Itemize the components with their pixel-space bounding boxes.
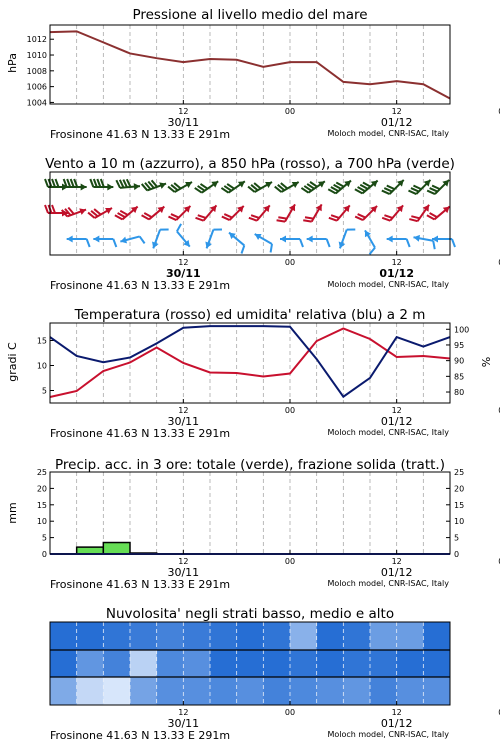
cloud-cell xyxy=(263,677,290,705)
cloud-cells xyxy=(50,622,451,705)
y-tick-label: 90 xyxy=(454,356,465,366)
y-tick-label: 1012 xyxy=(26,35,47,45)
wind-barb-feather xyxy=(452,239,455,247)
credit-label: Moloch model, CNR-ISAC, Italy xyxy=(327,280,449,289)
wind-barb-feather xyxy=(52,205,55,213)
temperature-grid xyxy=(77,323,450,403)
cloud-cell xyxy=(317,622,344,650)
cloud-cell xyxy=(157,650,184,677)
cloud-cell xyxy=(423,650,450,677)
cloud-cell xyxy=(290,677,317,705)
x-tick-label: 12 xyxy=(178,107,189,116)
precip-frame xyxy=(50,472,450,554)
x-date-label: 01/12 xyxy=(379,267,414,280)
wind-barb-feather xyxy=(305,217,313,218)
x-date-label: 30/11 xyxy=(166,267,201,280)
wind-barb-feather xyxy=(358,214,366,218)
cloud-cell xyxy=(183,677,210,705)
location-label: Frosinone 41.63 N 13.33 E 291m xyxy=(50,279,231,292)
wind-barb-head xyxy=(93,236,99,243)
cloud-cell xyxy=(210,622,237,650)
cloud-cell xyxy=(50,622,77,650)
wind-barb-feather xyxy=(196,218,204,221)
humidity-line xyxy=(50,326,450,397)
cloud-cell xyxy=(343,677,370,705)
cloud-cell xyxy=(370,650,397,677)
x-tick-label: 12 xyxy=(391,708,402,717)
cloud-cell xyxy=(237,677,264,705)
wind-barb-feather xyxy=(94,179,97,187)
wind-barb-feather xyxy=(222,217,230,221)
cloud-cell xyxy=(397,677,424,705)
wind-barb-feather xyxy=(177,224,181,231)
y-tick-label: 5 xyxy=(41,533,47,543)
credit-label: Moloch model, CNR-ISAC, Italy xyxy=(327,579,449,588)
pressure-line xyxy=(50,31,450,98)
pressure-frame xyxy=(50,25,450,104)
y-tick-label: 15 xyxy=(36,336,47,346)
wind-barb-feather xyxy=(411,216,419,218)
precip-xaxis xyxy=(50,550,500,591)
temperature-ylabel: gradi C xyxy=(6,342,19,382)
x-date-label: 30/11 xyxy=(167,415,200,428)
wind-title: Vento a 10 m (azzurro), a 850 hPa (rosso), a 700 hPa (verde) xyxy=(45,156,455,172)
x-tick-label: 00 xyxy=(284,406,296,415)
precip-bar xyxy=(103,543,130,554)
cloud-cell xyxy=(290,622,317,650)
cloud-cell xyxy=(397,622,424,650)
location-label: Frosinone 41.63 N 13.33 E 291m xyxy=(50,128,231,141)
cloud-panel xyxy=(50,606,500,742)
wind-barb-head xyxy=(134,183,140,190)
credit-label: Moloch model, CNR-ISAC, Italy xyxy=(327,129,449,138)
cloud-cell xyxy=(157,622,184,650)
wind-barb-feather xyxy=(409,219,417,221)
y-tick-label: 5 xyxy=(454,533,460,543)
humidity-yticks xyxy=(446,325,469,397)
wind-barb-feather xyxy=(411,188,419,192)
x-date-label: 01/12 xyxy=(380,415,413,428)
pressure-grid xyxy=(77,25,450,104)
cloud-cell xyxy=(103,650,130,677)
y-tick-label: 10 xyxy=(36,517,47,527)
x-date-label: 30/11 xyxy=(167,116,200,129)
wind-barb-feather xyxy=(331,215,339,218)
wind-barb-feather xyxy=(56,179,59,187)
wind-barb-feather xyxy=(168,217,176,221)
wind-barb-feather xyxy=(97,179,100,187)
y-tick-label: 80 xyxy=(454,388,465,398)
cloud-title: Nuvolosita' negli strati basso, medio e alto xyxy=(105,606,395,622)
x-tick-label: 00 xyxy=(284,258,296,267)
temperature-panel xyxy=(6,307,500,440)
temperature-title: Temperatura (rosso) ed umidita' relativa (blu) a 2 m xyxy=(74,307,426,323)
x-date-label: 30/11 xyxy=(167,717,200,730)
precip-yticks-right xyxy=(446,468,464,559)
y-tick-label: 25 xyxy=(454,468,465,477)
cloud-cell xyxy=(103,677,130,705)
x-date-label: 01/12 xyxy=(380,566,413,579)
wind-barb-head xyxy=(67,236,73,243)
wind-barb-feather xyxy=(407,239,410,247)
cloud-cell xyxy=(343,622,370,650)
cloud-cell xyxy=(130,677,157,705)
x-tick-label: 12 xyxy=(178,406,189,415)
cloud-cell xyxy=(397,650,424,677)
cloud-xaxis xyxy=(50,701,500,742)
cloud-cell xyxy=(263,622,290,650)
precip-bars xyxy=(77,543,157,554)
precip-grid xyxy=(77,472,450,554)
cloud-cell xyxy=(370,677,397,705)
y-tick-label: 95 xyxy=(454,340,465,350)
x-tick-label: 12 xyxy=(391,406,402,415)
x-tick-label: 12 xyxy=(178,708,189,717)
wind-barb-feather xyxy=(171,214,179,218)
y-tick-label: 1008 xyxy=(26,66,47,76)
x-tick-label: 12 xyxy=(391,258,402,267)
y-tick-label: 20 xyxy=(36,484,47,494)
wind-barb-head xyxy=(81,184,87,191)
cloud-cell xyxy=(77,622,104,650)
wind-barb-feather xyxy=(224,214,232,218)
location-label: Frosinone 41.63 N 13.33 E 291m xyxy=(50,578,231,591)
wind-barb-head xyxy=(280,236,286,243)
y-tick-label: 0 xyxy=(41,550,47,559)
wind-barb-feather xyxy=(329,218,337,221)
y-tick-label: 1010 xyxy=(26,51,47,61)
wind-barb-feather xyxy=(408,191,416,195)
wind-barb-feather xyxy=(87,239,90,247)
temperature-yticks xyxy=(37,337,54,396)
wind-barb-feather xyxy=(278,217,286,218)
y-tick-label: 1006 xyxy=(26,82,47,92)
temperature-xaxis xyxy=(50,399,500,440)
wind-barb-feather xyxy=(249,218,257,221)
wind-barb-feather xyxy=(413,186,421,190)
x-tick-label: 00 xyxy=(284,107,296,116)
x-tick-label: 00 xyxy=(284,557,296,566)
cloud-cell xyxy=(130,622,157,650)
cloud-cell xyxy=(317,650,344,677)
precip-ylabel: mm xyxy=(6,502,19,524)
y-tick-label: 0 xyxy=(454,550,460,559)
cloud-cell xyxy=(50,677,77,705)
y-tick-label: 15 xyxy=(36,500,47,510)
cloud-cell xyxy=(77,650,104,677)
wind-barb-feather xyxy=(382,218,390,221)
wind-barb-feather xyxy=(355,217,363,221)
y-tick-label: 20 xyxy=(454,484,465,494)
cloud-cell xyxy=(210,677,237,705)
cloud-cell xyxy=(183,650,210,677)
wind-barb-head xyxy=(307,236,313,243)
wind-barb-head xyxy=(107,184,113,191)
location-label: Frosinone 41.63 N 13.33 E 291m xyxy=(50,729,231,742)
y-tick-label: 15 xyxy=(454,500,465,510)
temperature-line xyxy=(50,329,450,398)
wind-barb-feather xyxy=(433,241,435,249)
precip-panel xyxy=(6,457,500,591)
wind-panel xyxy=(45,156,500,292)
wind-barb-feather xyxy=(387,186,395,190)
cloud-cell xyxy=(157,677,184,705)
x-tick-label: 12 xyxy=(178,258,189,267)
y-tick-label: 85 xyxy=(454,372,465,382)
cloud-cell xyxy=(183,622,210,650)
y-tick-label: 1004 xyxy=(26,98,47,108)
pressure-xaxis xyxy=(50,100,500,141)
x-date-label: 01/12 xyxy=(380,116,413,129)
wind-barb-feather xyxy=(300,239,303,247)
precip-yticks xyxy=(37,468,54,559)
wind-barbs xyxy=(45,179,455,254)
cloud-cell xyxy=(130,650,157,677)
x-date-label: 01/12 xyxy=(380,717,413,730)
location-label: Frosinone 41.63 N 13.33 E 291m xyxy=(50,427,231,440)
pressure-ylabel: hPa xyxy=(6,53,19,73)
wind-barb-feather xyxy=(140,236,145,243)
wind-frame xyxy=(50,172,450,255)
wind-barb-feather xyxy=(382,191,390,195)
wind-barb-feather xyxy=(427,191,435,195)
wind-xaxis xyxy=(50,251,500,292)
cloud-cell xyxy=(103,622,130,650)
wind-barb-feather xyxy=(71,179,74,187)
cloud-cell xyxy=(423,677,450,705)
wind-barb-feather xyxy=(45,179,48,187)
humidity-ylabel: % xyxy=(480,356,493,368)
pressure-panel xyxy=(6,7,500,141)
pressure-title: Pressione al livello medio del mare xyxy=(132,7,368,23)
wind-barb-feather xyxy=(90,179,93,187)
credit-label: Moloch model, CNR-ISAC, Italy xyxy=(327,428,449,437)
wind-barb-feather xyxy=(241,245,244,253)
wind-barb-feather xyxy=(198,215,206,218)
wind-barb-feather xyxy=(303,220,311,221)
cloud-cell xyxy=(237,650,264,677)
temperature-frame xyxy=(50,323,450,403)
y-tick-label: 5 xyxy=(41,386,47,396)
x-tick-label: 12 xyxy=(391,107,402,116)
precip-bar xyxy=(77,547,104,554)
y-tick-label: 10 xyxy=(36,361,47,371)
x-tick-label: 12 xyxy=(178,557,189,566)
wind-barb-feather xyxy=(384,188,392,192)
y-tick-label: 10 xyxy=(454,517,465,527)
x-tick-label: 12 xyxy=(391,557,402,566)
cloud-cell xyxy=(343,650,370,677)
wind-barb-feather xyxy=(432,186,440,190)
precip-title: Precip. acc. in 3 ore: totale (verde), frazione solida (tratt.) xyxy=(55,457,445,473)
cloud-cell xyxy=(210,650,237,677)
wind-barb-head xyxy=(120,237,127,244)
cloud-cell xyxy=(50,650,77,677)
wind-barb-head xyxy=(387,236,393,243)
wind-barb-feather xyxy=(251,215,259,218)
credit-label: Moloch model, CNR-ISAC, Italy xyxy=(327,730,449,739)
cloud-cell xyxy=(370,622,397,650)
wind-barb-feather xyxy=(271,244,272,252)
wind-barb-feather xyxy=(52,179,55,187)
cloud-cell xyxy=(77,677,104,705)
wind-barb-feather xyxy=(67,179,70,187)
cloud-cell xyxy=(317,677,344,705)
y-tick-label: 100 xyxy=(454,325,470,335)
x-tick-label: 00 xyxy=(284,708,296,717)
wind-barb-feather xyxy=(113,239,116,247)
x-date-label: 30/11 xyxy=(167,566,200,579)
wind-barb-feather xyxy=(384,215,392,218)
cloud-cell xyxy=(423,622,450,650)
wind-barb-feather xyxy=(277,220,285,221)
y-tick-label: 25 xyxy=(36,468,47,477)
wind-barb-feather xyxy=(327,239,330,247)
cloud-cell xyxy=(237,622,264,650)
wind-barb-feather xyxy=(430,188,438,192)
cloud-cell xyxy=(290,650,317,677)
cloud-cell xyxy=(263,650,290,677)
wind-barb-feather xyxy=(45,205,48,213)
